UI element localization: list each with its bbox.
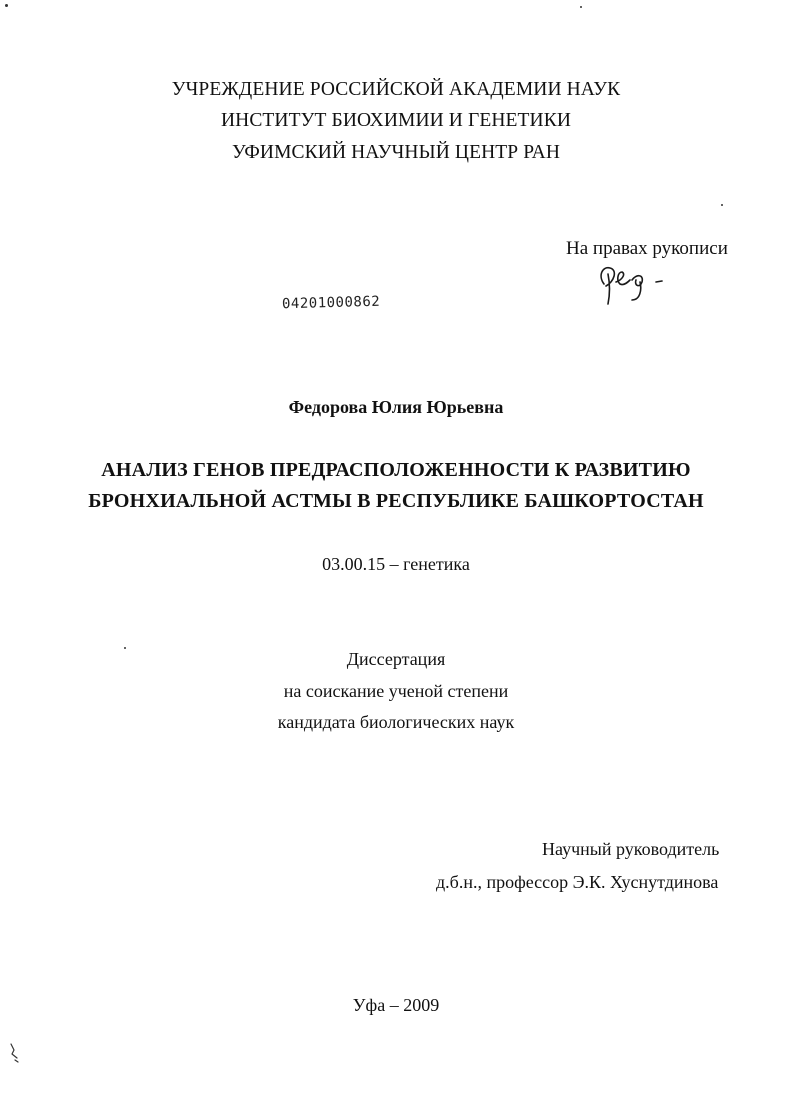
- institution-line-1: УЧРЕЖДЕНИЕ РОССИЙСКОЙ АКАДЕМИИ НАУК: [171, 79, 621, 100]
- degree-line-2: на соискание ученой степени: [283, 681, 509, 701]
- scan-speck: [721, 204, 723, 206]
- scan-speck: [580, 6, 582, 8]
- scan-mark: [8, 1042, 22, 1064]
- rights-note: На правах рукописи: [566, 238, 728, 259]
- supervisor-name: д.б.н., профессор Э.К. Хуснутдинова: [436, 872, 719, 892]
- degree-line-1: Диссертация: [346, 649, 446, 669]
- scan-speck: [5, 4, 8, 7]
- handwritten-signature: [596, 260, 676, 310]
- thesis-title-line-2: БРОНХИАЛЬНОЙ АСТМЫ В РЕСПУБЛИКЕ БАШКОРТОСТАН: [88, 490, 704, 512]
- institution-line-3: УФИМСКИЙ НАУЧНЫЙ ЦЕНТР РАН: [231, 142, 561, 163]
- specialty-code: 03.00.15 – генетика: [322, 554, 470, 574]
- author-name: Федорова Юлия Юрьевна: [288, 397, 504, 417]
- place-and-year: Уфа – 2009: [352, 995, 440, 1015]
- archive-stamp-number: 04201000862: [281, 293, 381, 313]
- thesis-title-line-1: АНАЛИЗ ГЕНОВ ПРЕДРАСПОЛОЖЕННОСТИ К РАЗВИТИЮ: [101, 459, 691, 481]
- institution-line-2: ИНСТИТУТ БИОХИМИИ И ГЕНЕТИКИ: [220, 110, 572, 131]
- scan-speck: [124, 647, 126, 649]
- degree-line-3: кандидата биологических наук: [277, 712, 515, 732]
- supervisor-label: Научный руководитель: [542, 839, 720, 859]
